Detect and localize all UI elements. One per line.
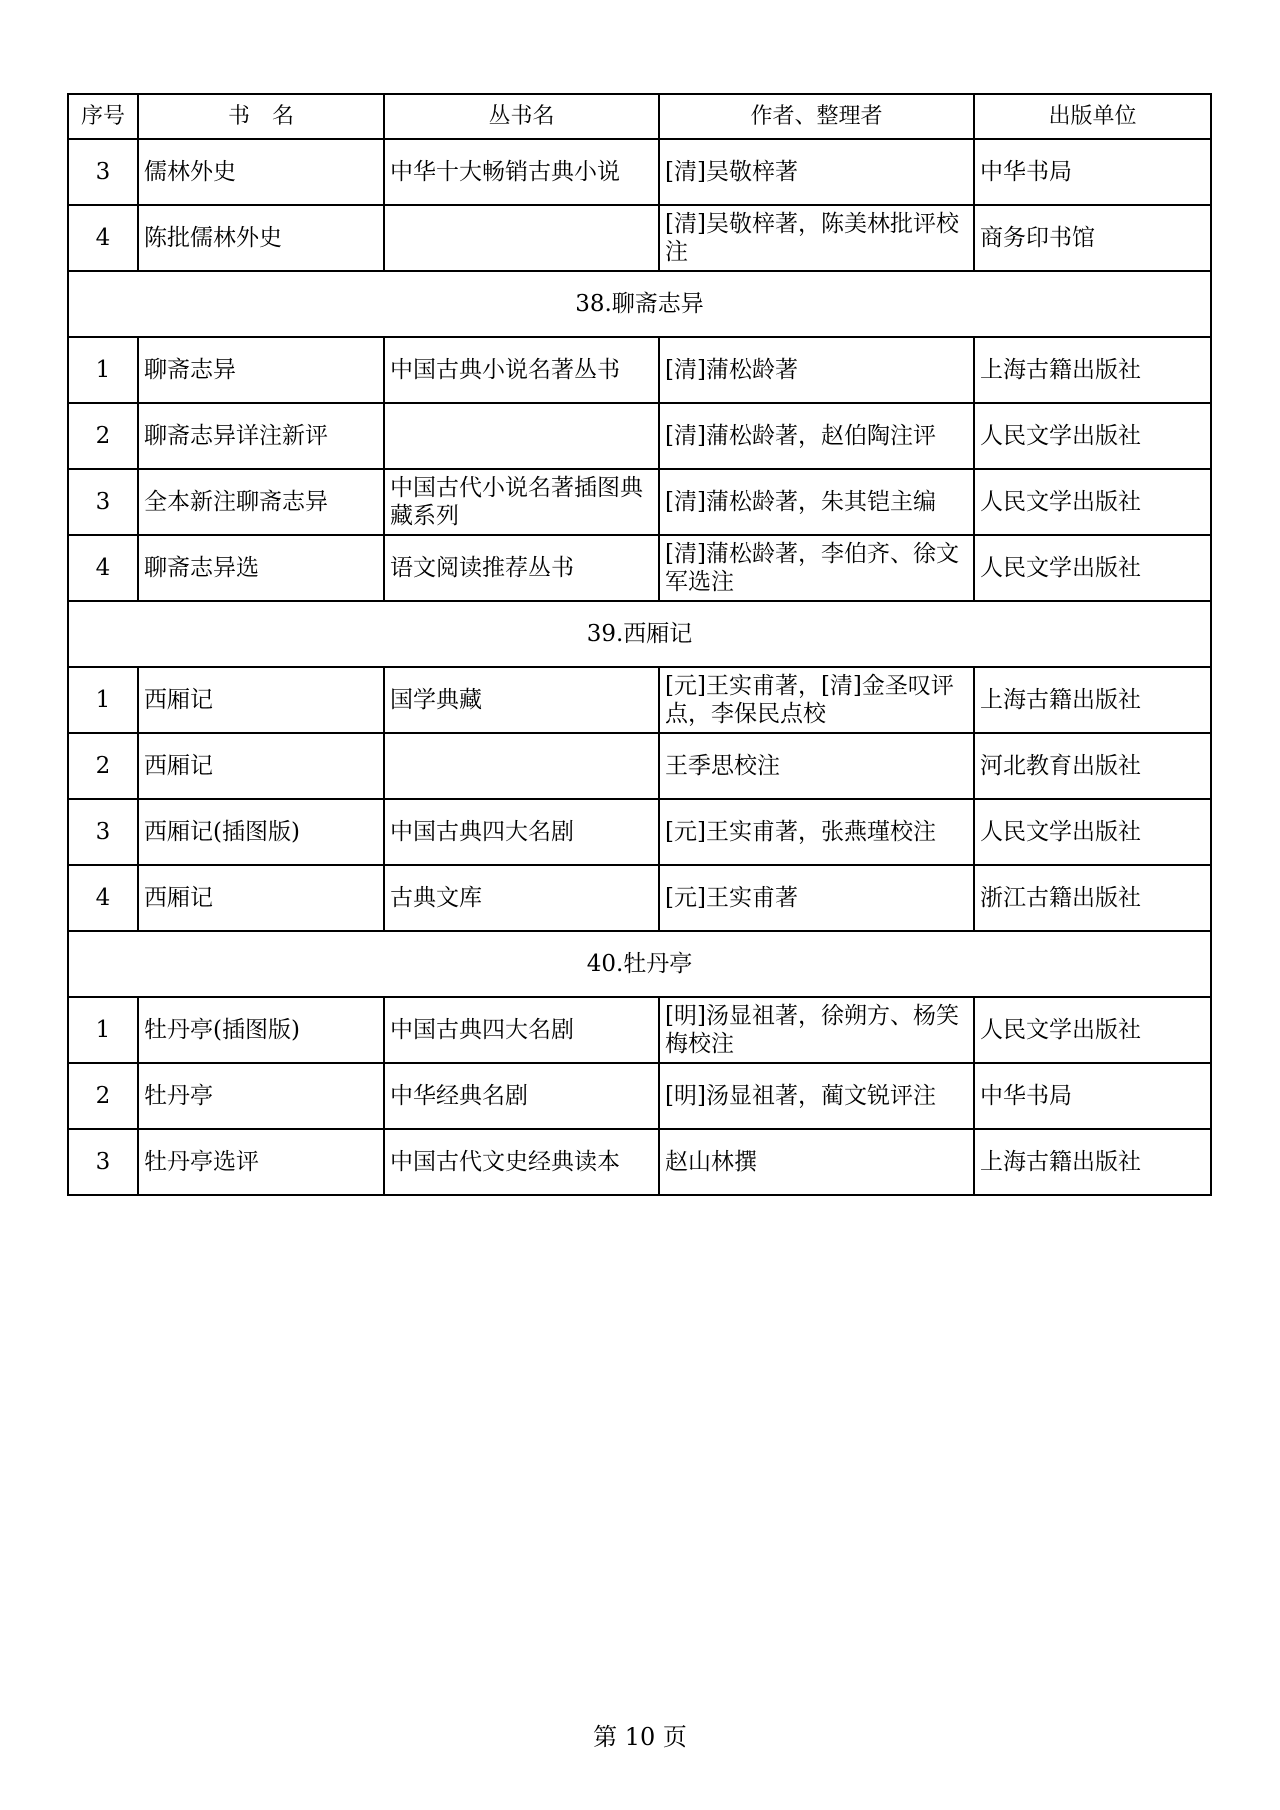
page-number: 第 10 页 xyxy=(593,1723,687,1751)
cell-series: 中国古代小说名著插图典藏系列 xyxy=(384,469,659,535)
cell-title: 牡丹亭 xyxy=(138,1063,384,1129)
cell-no: 4 xyxy=(68,865,138,931)
table-row xyxy=(68,205,1211,271)
cell-title: 陈批儒林外史 xyxy=(138,205,384,271)
cell-series: 中华十大畅销古典小说 xyxy=(384,139,659,205)
table-row xyxy=(68,535,1211,601)
cell-title: 聊斋志异选 xyxy=(138,535,384,601)
cell-series: 中华经典名剧 xyxy=(384,1063,659,1129)
cell-publisher: 人民文学出版社 xyxy=(974,799,1211,865)
cell-title: 西厢记 xyxy=(138,667,384,733)
cell-publisher: 人民文学出版社 xyxy=(974,469,1211,535)
table-row xyxy=(68,667,1211,733)
table-row xyxy=(68,865,1211,931)
table-body xyxy=(68,139,1211,1195)
cell-author: [清]蒲松龄著，李伯齐、徐文军选注 xyxy=(659,535,974,601)
cell-title: 牡丹亭选评 xyxy=(138,1129,384,1195)
cell-title: 儒林外史 xyxy=(138,139,384,205)
cell-publisher: 浙江古籍出版社 xyxy=(974,865,1211,931)
header-no: 序号 xyxy=(68,94,138,139)
cell-no: 3 xyxy=(68,139,138,205)
cell-author: [清]蒲松龄著，朱其铠主编 xyxy=(659,469,974,535)
cell-author: [元]王实甫著 xyxy=(659,865,974,931)
cell-series: 语文阅读推荐丛书 xyxy=(384,535,659,601)
cell-series xyxy=(384,733,659,799)
table-header-row xyxy=(68,94,1211,139)
cell-no: 2 xyxy=(68,1063,138,1129)
table-row xyxy=(68,997,1211,1063)
cell-publisher: 中华书局 xyxy=(974,1063,1211,1129)
cell-publisher: 人民文学出版社 xyxy=(974,403,1211,469)
section-title: 39.西厢记 xyxy=(68,601,1211,667)
cell-author: [清]吴敬梓著，陈美林批评校注 xyxy=(659,205,974,271)
cell-series: 中国古代文史经典读本 xyxy=(384,1129,659,1195)
header-series: 丛书名 xyxy=(384,94,659,139)
cell-no: 3 xyxy=(68,799,138,865)
header-publisher: 出版单位 xyxy=(974,94,1211,139)
cell-publisher: 中华书局 xyxy=(974,139,1211,205)
cell-publisher: 商务印书馆 xyxy=(974,205,1211,271)
section-heading-row xyxy=(68,601,1211,667)
cell-publisher: 河北教育出版社 xyxy=(974,733,1211,799)
cell-no: 4 xyxy=(68,205,138,271)
cell-title: 西厢记 xyxy=(138,865,384,931)
cell-series xyxy=(384,205,659,271)
cell-no: 3 xyxy=(68,1129,138,1195)
section-heading-row xyxy=(68,931,1211,997)
cell-series: 古典文库 xyxy=(384,865,659,931)
header-title: 书 名 xyxy=(138,94,384,139)
cell-series: 中国古典四大名剧 xyxy=(384,799,659,865)
section-title: 38.聊斋志异 xyxy=(68,271,1211,337)
book-list-table xyxy=(67,93,1212,1196)
cell-author: [清]吴敬梓著 xyxy=(659,139,974,205)
cell-no: 1 xyxy=(68,337,138,403)
cell-no: 1 xyxy=(68,667,138,733)
cell-publisher: 人民文学出版社 xyxy=(974,535,1211,601)
table-row xyxy=(68,1129,1211,1195)
cell-publisher: 人民文学出版社 xyxy=(974,997,1211,1063)
cell-no: 2 xyxy=(68,403,138,469)
table-row xyxy=(68,1063,1211,1129)
section-title: 40.牡丹亭 xyxy=(68,931,1211,997)
cell-title: 西厢记 xyxy=(138,733,384,799)
cell-title: 牡丹亭(插图版) xyxy=(138,997,384,1063)
cell-series: 中国古典四大名剧 xyxy=(384,997,659,1063)
cell-title: 聊斋志异详注新评 xyxy=(138,403,384,469)
cell-author: [明]汤显祖著，蔺文锐评注 xyxy=(659,1063,974,1129)
cell-no: 3 xyxy=(68,469,138,535)
table-row xyxy=(68,403,1211,469)
table-row xyxy=(68,799,1211,865)
cell-author: [元]王实甫著，[清]金圣叹评点，李保民点校 xyxy=(659,667,974,733)
cell-publisher: 上海古籍出版社 xyxy=(974,337,1211,403)
section-heading-row xyxy=(68,271,1211,337)
cell-title: 西厢记(插图版) xyxy=(138,799,384,865)
cell-no: 1 xyxy=(68,997,138,1063)
cell-series: 中国古典小说名著丛书 xyxy=(384,337,659,403)
cell-publisher: 上海古籍出版社 xyxy=(974,1129,1211,1195)
cell-series: 国学典藏 xyxy=(384,667,659,733)
cell-title: 聊斋志异 xyxy=(138,337,384,403)
cell-publisher: 上海古籍出版社 xyxy=(974,667,1211,733)
table-row xyxy=(68,139,1211,205)
table-row xyxy=(68,733,1211,799)
header-author: 作者、整理者 xyxy=(659,94,974,139)
cell-no: 4 xyxy=(68,535,138,601)
cell-author: [明]汤显祖著，徐朔方、杨笑梅校注 xyxy=(659,997,974,1063)
cell-author: [元]王实甫著，张燕瑾校注 xyxy=(659,799,974,865)
cell-no: 2 xyxy=(68,733,138,799)
cell-author: [清]蒲松龄著 xyxy=(659,337,974,403)
cell-series xyxy=(384,403,659,469)
table-row xyxy=(68,337,1211,403)
cell-author: 赵山林撰 xyxy=(659,1129,974,1195)
cell-author: 王季思校注 xyxy=(659,733,974,799)
cell-author: [清]蒲松龄著，赵伯陶注评 xyxy=(659,403,974,469)
table-row xyxy=(68,469,1211,535)
cell-title: 全本新注聊斋志异 xyxy=(138,469,384,535)
